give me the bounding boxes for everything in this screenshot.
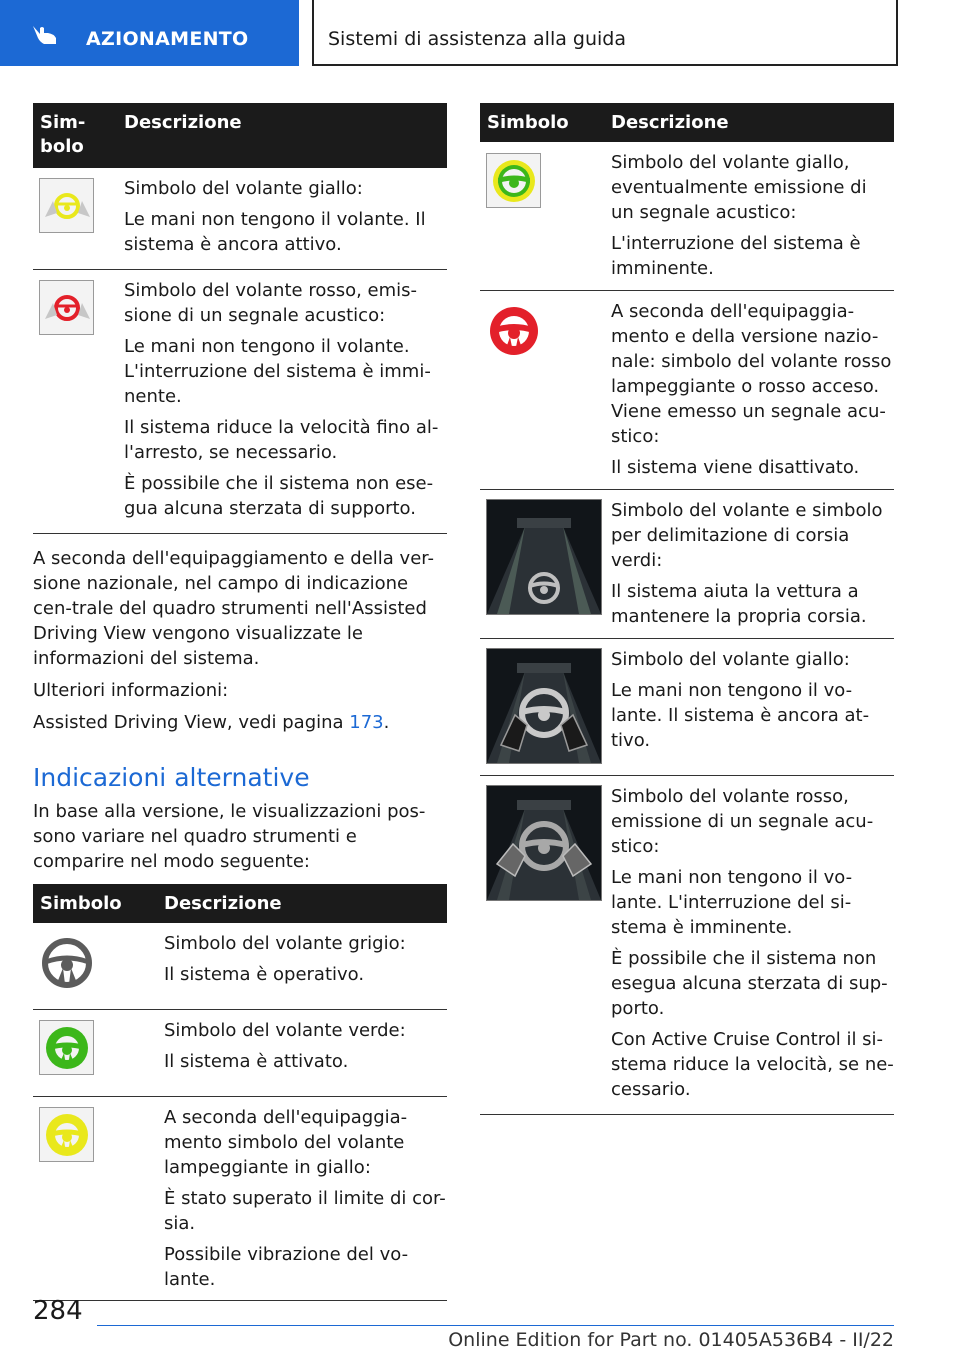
table-row xyxy=(480,776,894,1115)
chapter-title: Sistemi di assistenza alla guida xyxy=(328,28,627,50)
description-line: Le mani non tengono il vo-lante. L'interruzione del si-stema è imminente. xyxy=(611,867,853,938)
description-line: Simbolo del volante verde: xyxy=(164,1020,406,1041)
column-header-symbol: Simbolo xyxy=(33,884,157,923)
column-header-description: Descrizione xyxy=(157,884,447,923)
steering-wheel-green-icon xyxy=(39,1020,94,1075)
steering-wheel-red-filled-icon xyxy=(486,303,542,359)
steering-wheel-grey-icon xyxy=(39,935,95,991)
column-header-symbol: Simbolo xyxy=(480,103,604,142)
column-header-symbol: Sim- bolo xyxy=(33,103,117,168)
steering-wheel-yellow-hands-off-icon xyxy=(39,178,94,233)
table-row xyxy=(33,923,447,1010)
paragraph: Ulteriori informazioni: xyxy=(33,680,229,701)
description-line: Simbolo del volante rosso, emis-sione di un segnale acustico: xyxy=(124,280,418,326)
description-line: Simbolo del volante giallo: xyxy=(124,178,363,199)
cross-reference: Assisted Driving View, vedi pagina 173. xyxy=(33,712,390,733)
page-link[interactable]: 173 xyxy=(349,712,384,733)
page-number: 284 xyxy=(33,1296,83,1326)
table-row xyxy=(480,639,894,776)
description-line: Con Active Cruise Control il si-stema riduce la velocità, se ne-cessario. xyxy=(611,1029,894,1100)
description-line: Simbolo del volante giallo: xyxy=(611,649,850,670)
paragraph: A seconda dell'equipaggiamento e della ver-sione nazionale, nel campo di indicazione cen-trale del quadro strumenti nell'Assisted Driving View vengono visualizzate le informazioni del sistema. xyxy=(33,548,435,669)
description-line: Simbolo del volante giallo, eventualmente emissione di un segnale acustico: xyxy=(611,152,867,223)
description-line: Il sistema aiuta la vettura a mantenere la propria corsia. xyxy=(611,581,867,627)
chapter-header xyxy=(312,0,898,66)
description-line: Simbolo del volante rosso, emissione di un segnale acu-stico: xyxy=(611,786,874,857)
lane-view-green-icon xyxy=(486,499,602,615)
description-line: Le mani non tengono il volante. L'interruzione del sistema è immi-nente. xyxy=(124,336,431,407)
symbol-table-2 xyxy=(33,884,447,1301)
table-row xyxy=(33,168,447,270)
lane-view-yellow-hands-icon xyxy=(486,648,602,764)
steering-wheel-red-hands-off-icon xyxy=(39,280,94,335)
table-row xyxy=(33,270,447,534)
footer xyxy=(97,1325,894,1351)
section-label: AZIONAMENTO xyxy=(86,28,249,50)
description-line: Simbolo del volante grigio: xyxy=(164,933,406,954)
symbol-table-3 xyxy=(480,103,894,1115)
table-row xyxy=(480,490,894,639)
paragraph: In base alla versione, le visualizzazioni pos-sono variare nel quadro strumenti e comparire nel modo seguente: xyxy=(33,801,426,872)
table-row xyxy=(480,291,894,490)
footer-text: Online Edition for Part no. 01405A536B4 - II/22 xyxy=(448,1329,894,1351)
description-line: Il sistema viene disattivato. xyxy=(611,457,860,478)
description-line: A seconda dell'equipaggia-mento e della versione nazio-nale: simbolo del volante rosso lampeggiante o rosso acceso. Viene emesso un segnale acu-stico: xyxy=(611,301,892,447)
section-heading: Indicazioni alternative xyxy=(33,763,310,792)
description-line: Il sistema riduce la velocità fino al-l'arresto, se necessario. xyxy=(124,417,439,463)
table-row xyxy=(480,142,894,291)
table-row xyxy=(33,1097,447,1301)
description-line: Il sistema è attivato. xyxy=(164,1051,349,1072)
body-text xyxy=(33,546,447,742)
description-line: È stato superato il limite di cor-sia. xyxy=(164,1188,446,1234)
column-header-description: Descrizione xyxy=(117,103,447,168)
description-line: Le mani non tengono il volante. Il sistema è ancora attivo. xyxy=(124,209,426,255)
hand-pointer-icon xyxy=(30,22,60,48)
symbol-table-1 xyxy=(33,103,447,534)
column-header-description: Descrizione xyxy=(604,103,894,142)
description-line: È possibile che il sistema non esegua alcuna sterzata di sup-porto. xyxy=(611,948,888,1019)
description-line: L'interruzione del sistema è imminente. xyxy=(611,233,861,279)
section-tab xyxy=(0,0,299,66)
lane-view-red-hands-icon xyxy=(486,785,602,901)
description-line: Il sistema è operativo. xyxy=(164,964,365,985)
description-line: È possibile che il sistema non ese-gua alcuna sterzata di supporto. xyxy=(124,473,434,519)
description-line: Possibile vibrazione del vo-lante. xyxy=(164,1244,409,1290)
steering-wheel-yellow-green-icon xyxy=(486,153,541,208)
description-line: Simbolo del volante e simbolo per delimitazione di corsia verdi: xyxy=(611,500,883,571)
description-line: A seconda dell'equipaggia-mento simbolo del volante lampeggiante in giallo: xyxy=(164,1107,408,1178)
steering-wheel-yellow-icon xyxy=(39,1107,94,1162)
body-text xyxy=(33,799,447,881)
description-line: Le mani non tengono il vo-lante. Il sistema è ancora at-tivo. xyxy=(611,680,870,751)
table-row xyxy=(33,1010,447,1097)
